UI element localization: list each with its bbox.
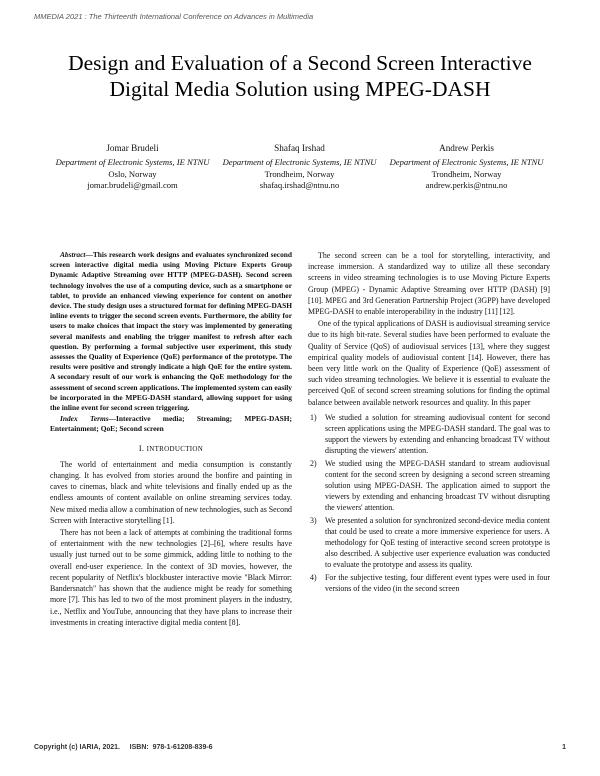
author-card [217,143,382,192]
index-terms-text: —Interactive media; Streaming; MPEG-DASH; Entertainment; QoE; Second screen [50,414,292,434]
index-terms [50,414,292,434]
list-item [308,458,550,514]
list-item [308,572,550,594]
author-affiliation: Department of Electronic Systems, IE NTNU [55,156,210,167]
right-column [308,250,550,595]
conference-header: MMEDIA 2021 : The Thirteenth International Conference on Advances in Multimedia [34,12,314,21]
list-text: For the subjective testing, four different event types were used in four versions of the video (in the second screen [325,572,550,593]
abstract-label: Abstract [60,250,86,259]
copyright-notice: Copyright (c) IARIA, 2021. ISBN: 978-1-61208-839-6 [34,744,213,751]
body-paragraph: The world of entertainment and media consumption is constantly changing. It has evolved from stories around the bonfire and painting in caves to cinemas, black and white televisions and finally ended up as the endless amounts of content available on online streaming services today. New mixed media allow a combination of new technologies, such as Second Screen with Interactive storytelling [1]. [50,459,292,525]
author-card [384,143,549,192]
author-email: jomar.brudeli@gmail.com [87,180,178,191]
page-number: 1 [562,744,566,751]
contribution-list [308,412,550,594]
author-location: Oslo, Norway [108,168,157,179]
author-affiliation: Department of Electronic Systems, IE NTNU [389,156,544,167]
author-affiliation: Department of Electronic Systems, IE NTNU [222,156,377,167]
author-name: Jomar Brudeli [106,143,159,153]
list-text: We studied using the MPEG-DASH standard to stream audiovisual content for the second screen by designing a second screen streaming solution using MPEG-DASH. The application aimed to support the viewers by extending and enhancing broadcast TV without disrupting the viewers' attention. [325,458,550,513]
body-paragraph: The second screen can be a tool for storytelling, interactivity, and increase immersion. A standardized way to utilize all these secondary screens in video streaming technologies is to use Moving Picture Experts Group (MPEG) - Dynamic Adaptive Streaming over HTTP (DASH) [9] [10]. MPEG and 3rd Generation Partnership Project (3GPP) have developed MPEG-DASH to enable interoperability in the industry [11] [12]. [308,251,550,317]
paper-title: Design and Evaluation of a Second Screen Interactive Digital Media Solution using MPEG-DASH [68,51,532,101]
list-number: 1) [310,412,317,422]
body-paragraph: One of the typical applications of DASH is audiovisual streaming service due to its high bit-rate. Several studies have been performed to evaluate the Quality of Service (QoS) of audiovisual services [13], where they suggest empirical quality models of audiovisual content [14]. However, there has been very little work on the Quality of Experience (QoE) assessment of such video streaming technologies. We believe it is essential to evaluate the perceived QoE of second screen streaming solutions for finding the optimal balance between available network resources and quality. In this paper [308,319,550,407]
author-location: Trondheim, Norway [264,168,335,179]
list-number: 3) [310,515,317,525]
author-card [50,143,215,192]
body-paragraph: There has not been a lack of attempts at combining the traditional forms of entertainment with the new technologies [2]–[6], where results have usually just turned out to be some gimmick, adding little to nothing to the overall end-user experience. In the context of 3D movies, however, the recent popularity of Netflix's blockbuster interactive movie "Black Mirror: Bandersnatch" has shown that the audience might be ready for something more [7]. This has led to two of the most prominent players in the industry, i.e., Netflix and YouTube, announcing that they have plans to increase their investments in creating interactive digital media content [8]. [50,528,292,627]
author-name: Andrew Perkis [439,143,494,153]
list-item [308,515,550,571]
author-name: Shafaq Irshad [274,143,325,153]
abstract-text: —This research work designs and evaluates synchronized second screen interactive digital media using Moving Picture Experts Group Dynamic Adaptive Streaming over HTTP (MPEG-DASH). Second screen technology involves the use of a computing device, such as a smartphone or tablet, to provide an enhanced viewing experience for content on another device. The study design uses a structured format for defining MPEG-DASH inline events to trigger the second screen events. Furthermore, the ability for users to make choices that impact the story was implemented by generating several manifests and enabling the trigger manifest to refresh after each question. By performing a formal subjective user experiment, this study assesses the Quality of Experience (QoE) performance of the prototype. The results were positive and strongly indicate a high QoE for the entire system. A secondary result of our work is enhancing the QoE methodology for the assessment of second screen applications. The implemented system can easily be incorporated in the MPEG-DASH standard, allowing support for using the inline event for second screen triggering. [50,250,292,413]
section-numeral: I. [138,443,145,453]
list-text: We presented a solution for synchronized second-device media content that could be used to create a more immersive experience for users. A methodology for QoE testing of interactive second screen prototype is also described. A subjective user experience evaluation was conducted to evaluate the prototype and assess its quality. [325,515,550,570]
author-location: Trondheim, Norway [431,168,502,179]
abstract [50,250,292,413]
section-heading [50,443,292,455]
author-email: andrew.perkis@ntnu.no [425,180,508,191]
page-footer [34,744,566,751]
author-email: shafaq.irshad@ntnu.no [259,180,340,191]
list-text: We studied a solution for streaming audiovisual content for second screen applications using the MPEG-DASH standard. The goal was to support the viewers by extending and enhancing broadcast TV without disrupting the viewers' attention. [325,412,550,456]
list-number: 4) [310,572,317,582]
list-number: 2) [310,458,317,468]
index-terms-label: Index Terms [60,414,109,424]
list-item [308,412,550,457]
left-column [50,250,292,629]
section-title: INTRODUCTION [146,444,204,453]
